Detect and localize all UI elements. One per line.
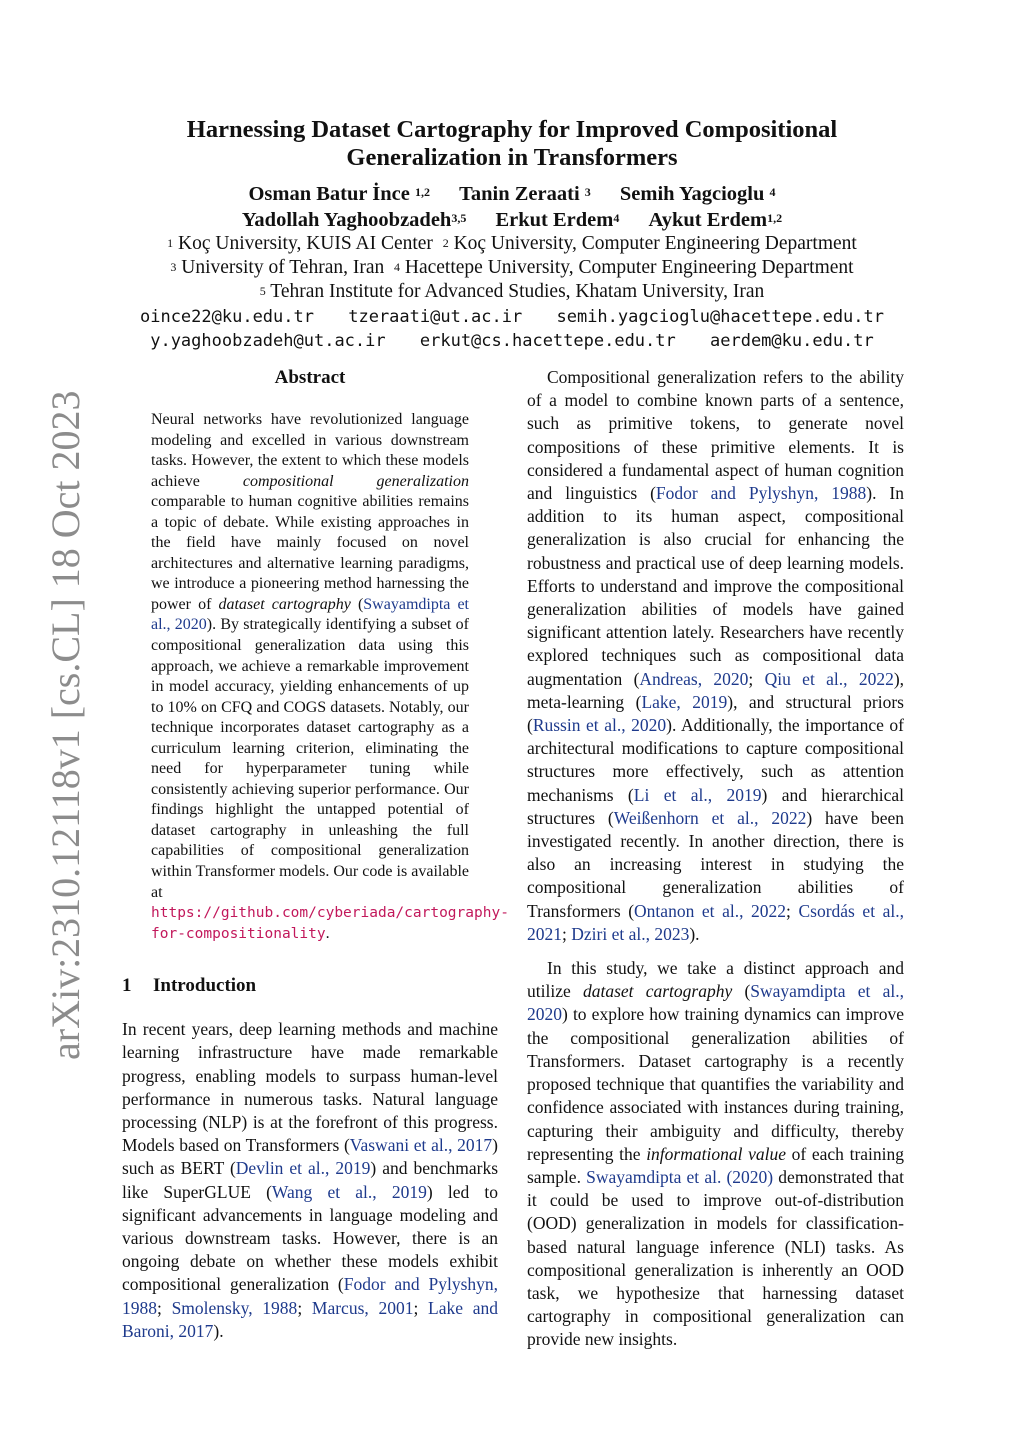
intro-paragraph-3: In this study, we take a distinct approach and utilize dataset cartography (Swayamdipta et al., 2020) to explore how training dynamics can improve the compositional generalization abilities of Transformers. Dataset cartography is a recently proposed technique that quantifies the variability and confidence associated with instances during training, capturing their ambiguity and difficulty, thereby representing the informational value of each training sample. Swayamdipta et al. (2020) demonstrated that it could be used to improve out-of-distribution (OOD) generalization in models for classification-based natural language inference (NLI) tasks. As compositional generalization is inherently an OOD task, we hypothesize that harnessing dataset cartography in compositional generalization can provide new insights.	[527, 958, 905, 1350]
citation-link[interactable]: Devlin et al., 2019	[235, 1158, 371, 1179]
citation-link[interactable]: Smolensky, 1988	[171, 1297, 298, 1318]
intro-paragraph-2: Compositional generalization refers to the ability of a model to combine known parts of a sentence, such as primitive tokens, to generate novel compositions of these primitive elements. It is considered a fundamental aspect of human cognition and linguistics (Fodor and Pylyshyn, 1988). In addition to its human aspect, compositional generalization is also crucial for enhancing the robustness and practical use of deep learning models. Efforts to understand and improve the compositional generalization abilities of models have gained significant attention lately. Researchers have recently explored techniques such as compositional data augmentation (Andreas, 2020; Qiu et al., 2022), meta-learning (Lake, 2019), and structural priors (Russin et al., 2020). Additionally, the importance of architectural modifications to capture compositional structures more effectively, such as attention mechanisms (Li et al., 2019) and hierarchical structures (Weißenhorn et al., 2022) have been investigated recently. In another direction, there is also an increasing interest in studying the compositional generalization abilities of Transformers (Ontanon et al., 2022; Csordás et al., 2021; Dziri et al., 2023).	[527, 367, 905, 944]
citation-link[interactable]: Russin et al., 2020	[532, 715, 667, 736]
citation-link[interactable]: Swayamdipta et al. (2020)	[586, 1166, 774, 1187]
citation-link[interactable]: Wang et al., 2019	[271, 1181, 427, 1202]
email-address[interactable]: tzeraati@ut.ac.ir	[348, 307, 523, 327]
citation-link[interactable]: Fodor and Pylyshyn, 1988	[655, 483, 867, 504]
author: Osman Batur İnce $^{1,2}$	[248, 183, 430, 205]
email-row-2	[110, 329, 914, 353]
right-column	[527, 366, 904, 1352]
left-column	[122, 366, 509, 1343]
affiliation-row: $^5$ Tehran Institute for Advanced Studies, Khatam University, Iran	[259, 281, 765, 302]
citation-link[interactable]: Csordás et al., 2021	[527, 900, 904, 944]
email-address[interactable]: y.yaghoobzadeh@ut.ac.ir	[150, 331, 386, 351]
affiliation-row: $^1$ Koç University, KUIS AI Center $^2$ Koç University, Computer Engineering Department	[167, 233, 857, 254]
citation-link[interactable]: Ontanon et al., 2022	[634, 900, 787, 921]
arxiv-identifier-stamp: arXiv:2310.12118v1 [cs.CL] 18 Oct 2023	[43, 390, 88, 1060]
email-address[interactable]: semih.yagcioglu@hacettepe.edu.tr	[556, 307, 884, 327]
email-address[interactable]: aerdem@ku.edu.tr	[710, 331, 874, 351]
citation-link[interactable]: Andreas, 2020	[639, 668, 749, 689]
author: Tanin Zeraati $^3$	[459, 183, 591, 205]
author: Erkut Erdem$^4$	[495, 209, 620, 231]
abstract-text: Neural networks have revolutionized language modeling and excelled in various downstream tasks. However, the extent to which these models achieve compositional generalization comparable to human cognitive abilities remains a topic of debate. While existing approaches in the field have mainly focused on novel architectures and alternative learning paradigms, we introduce a pioneering method harnessing the power of dataset cartography (Swayamdipta et al., 2020). By strategically identifying a subset of compositional generalization data using this approach, we achieve a remarkable improvement in model accuracy, yielding enhancements of up to 10% on CFQ and COGS datasets. Notably, our technique incorporates dataset cartography as a curriculum learning criterion, eliminating the need for hyperparameter tuning while consistently achieving superior performance. Our findings highlight the untapped potential of dataset cartography in unleashing the full capabilities of compositional generalization within Transformer models. Our code is available at https://github.com/cyberiada/cartography-for-compositionality.	[151, 411, 509, 942]
author-row-2	[120, 207, 904, 233]
affiliation-row: $^3$ University of Tehran, Iran $^4$ Hacettepe University, Computer Engineering Department	[170, 257, 854, 278]
author: Yadollah Yaghoobzadeh$^{3,5}$	[241, 209, 467, 231]
intro-paragraph-1: In recent years, deep learning methods and machine learning infrastructure have made remarkable progress, enabling models to surpass human-level performance in numerous tasks. Natural language processing (NLP) is at the forefront of this progress. Models based on Transformers (Vaswani et al., 2017) such as BERT (Devlin et al., 2019) and benchmarks like SuperGLUE (Wang et al., 2019) led to significant advancements in language modeling and various downstream tasks. However, there is an ongoing debate on whether these models exhibit compositional generalization (Fodor and Pylyshyn, 1988; Smolensky, 1988; Marcus, 2001; Lake and Baroni, 2017).	[122, 1019, 499, 1341]
paper-title	[120, 116, 904, 172]
email-address[interactable]: erkut@cs.hacettepe.edu.tr	[419, 331, 676, 351]
section-heading-introduction: 1 Introduction	[122, 975, 257, 997]
citation-link[interactable]: Dziri et al., 2023	[571, 923, 690, 944]
citation-link[interactable]: Lake, 2019	[641, 691, 728, 712]
affiliations	[110, 232, 914, 304]
email-list	[110, 305, 914, 353]
email-address[interactable]: oince22@ku.edu.tr	[139, 307, 314, 327]
author-list	[120, 181, 904, 233]
abstract-heading: Abstract	[274, 367, 346, 388]
citation-link[interactable]: Marcus, 2001	[311, 1297, 414, 1318]
citation-link[interactable]: Qiu et al., 2022	[764, 668, 894, 689]
citation-link[interactable]: Vaswani et al., 2017	[349, 1135, 493, 1156]
citation-link[interactable]: Fodor and Pylyshyn, 1988	[122, 1274, 498, 1318]
citation-link[interactable]: Swayamdipta et al., 2020	[527, 981, 904, 1025]
citation-link[interactable]: Li et al., 2019	[633, 784, 762, 805]
author: Semih Yagcioglu $^4$	[619, 183, 776, 205]
code-url-link[interactable]: https://github.com/cyberiada/cartography-for-compositionality	[151, 905, 509, 942]
title-line-1: Harnessing Dataset Cartography for Improved Compositional	[186, 116, 838, 143]
email-row-1	[110, 305, 914, 329]
author: Aykut Erdem$^{1,2}$	[648, 209, 783, 231]
title-line-2: Generalization in Transformers	[346, 144, 678, 171]
citation-link[interactable]: Lake and Baroni, 2017	[122, 1297, 498, 1341]
citation-link[interactable]: Weißenhorn et al., 2022	[613, 807, 807, 828]
author-row-1	[120, 181, 904, 207]
citation-link[interactable]: Swayamdipta et al., 2020	[151, 595, 469, 634]
